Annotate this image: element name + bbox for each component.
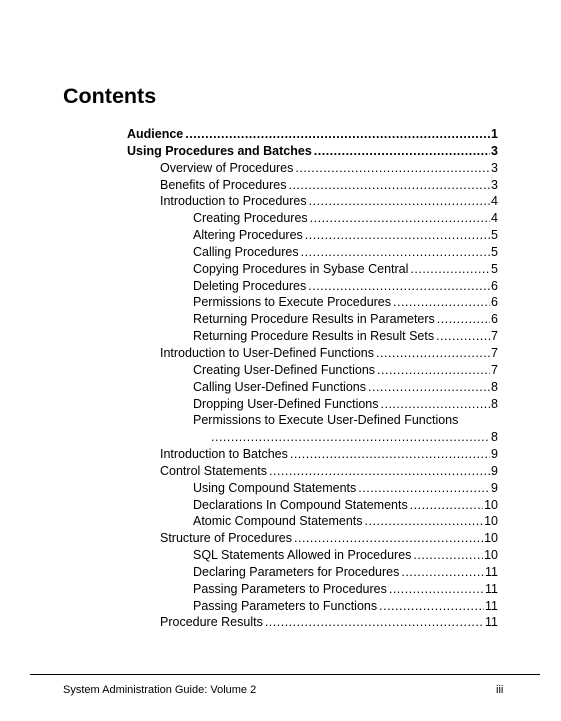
footer-book-title: System Administration Guide: Volume 2 <box>63 684 257 696</box>
toc-entry-page: 5 <box>491 228 498 243</box>
toc-entry[interactable] <box>127 463 498 480</box>
toc-entry[interactable] <box>127 614 498 631</box>
toc-entry-page: 6 <box>491 278 498 293</box>
toc-entry-label: Dropping User-Defined Functions <box>193 396 379 411</box>
toc-entry-label: Audience <box>127 127 184 141</box>
dot-leader <box>309 193 490 210</box>
toc-entry[interactable] <box>127 160 498 177</box>
toc-entry-page: 11 <box>485 581 498 596</box>
toc-entry[interactable] <box>127 362 498 379</box>
toc-entry-page: 7 <box>491 345 498 360</box>
toc-entry-page: 4 <box>491 211 498 226</box>
toc-entry-label: Permissions to Execute Procedures <box>193 295 392 310</box>
toc-entry[interactable] <box>127 294 498 311</box>
toc-entry-page: 7 <box>491 362 498 377</box>
toc-entry[interactable] <box>127 446 498 463</box>
toc-entry-label: Declaring Parameters for Procedures <box>193 564 400 579</box>
toc-entry[interactable] <box>127 412 498 429</box>
toc-entry-page: 1 <box>491 127 498 141</box>
dot-leader <box>310 210 490 227</box>
toc-entry-label: Overview of Procedures <box>160 160 294 175</box>
toc-entry[interactable] <box>127 547 498 564</box>
dot-leader <box>381 396 491 413</box>
dot-leader <box>410 497 483 514</box>
toc-entry-page: 7 <box>491 329 498 344</box>
toc-entry-page: 5 <box>491 244 498 259</box>
toc-entry-page: 10 <box>484 548 498 563</box>
dot-leader <box>379 598 484 615</box>
footer-divider <box>30 674 540 675</box>
toc-entry-label: Creating Procedures <box>193 211 308 226</box>
toc-entry-label: Using Procedures and Batches <box>127 143 312 158</box>
toc-entry-label: Benefits of Procedures <box>160 177 287 192</box>
dot-leader <box>185 126 490 143</box>
toc-entry[interactable] <box>127 396 498 413</box>
dot-leader <box>413 547 483 564</box>
dot-leader <box>410 261 490 278</box>
table-of-contents <box>127 126 498 631</box>
toc-entry-label: Passing Parameters to Procedures <box>193 581 387 596</box>
toc-entry-label: Atomic Compound Statements <box>193 514 363 529</box>
toc-entry[interactable] <box>127 564 498 581</box>
dot-leader <box>288 177 490 194</box>
toc-entry-label: Returning Procedure Results in Result Sets <box>193 329 435 344</box>
toc-entry-label: SQL Statements Allowed in Procedures <box>193 548 412 563</box>
dot-leader <box>437 311 490 328</box>
toc-entry-label: Passing Parameters to Functions <box>193 598 378 613</box>
dot-leader <box>314 143 490 160</box>
dot-leader <box>376 345 490 362</box>
toc-entry-label: Procedure Results <box>160 615 263 630</box>
toc-entry[interactable] <box>127 210 498 227</box>
dot-leader <box>294 530 483 547</box>
toc-entry-label: Control Statements <box>160 463 267 478</box>
dot-leader <box>436 328 490 345</box>
toc-entry-label: Calling User-Defined Functions <box>193 379 366 394</box>
toc-entry[interactable] <box>127 193 498 210</box>
dot-leader <box>358 480 490 497</box>
toc-entry-page: 11 <box>485 615 498 630</box>
toc-entry[interactable] <box>127 598 498 615</box>
dot-leader <box>365 513 484 530</box>
footer-page-number: iii <box>496 684 504 696</box>
toc-entry[interactable] <box>127 126 498 143</box>
toc-entry-page: 10 <box>484 497 498 512</box>
toc-entry-label: Calling Procedures <box>193 244 299 259</box>
toc-entry-page: 10 <box>484 514 498 529</box>
toc-entry[interactable] <box>127 530 498 547</box>
toc-entry[interactable] <box>127 244 498 261</box>
toc-entry-page: 9 <box>491 447 498 462</box>
toc-entry-page: 9 <box>491 480 498 495</box>
dot-leader <box>389 581 484 598</box>
dot-leader <box>269 463 490 480</box>
toc-entry-page: 8 <box>491 430 498 445</box>
dot-leader <box>401 564 484 581</box>
toc-entry-continuation[interactable] <box>127 429 498 446</box>
toc-entry[interactable] <box>127 177 498 194</box>
toc-entry-label: Permissions to Execute User-Defined Functions <box>193 413 459 428</box>
toc-entry-label: Using Compound Statements <box>193 480 357 495</box>
toc-entry-page: 6 <box>491 295 498 310</box>
toc-entry-label: Deleting Procedures <box>193 278 307 293</box>
toc-entry-label: Creating User-Defined Functions <box>193 362 376 377</box>
toc-entry-page: 11 <box>485 598 498 613</box>
dot-leader <box>393 294 490 311</box>
toc-entry-label: Introduction to Batches <box>160 447 288 462</box>
toc-entry-page: 8 <box>491 396 498 411</box>
dot-leader <box>290 446 490 463</box>
toc-entry[interactable] <box>127 513 498 530</box>
toc-entry[interactable] <box>127 480 498 497</box>
toc-entry-label: Returning Procedure Results in Parameters <box>193 312 435 327</box>
toc-entry-page: 10 <box>484 531 498 546</box>
toc-entry[interactable] <box>127 497 498 514</box>
toc-entry[interactable] <box>127 278 498 295</box>
toc-entry-page: 3 <box>491 143 498 158</box>
toc-entry-label: Introduction to Procedures <box>160 194 307 209</box>
dot-leader <box>377 362 490 379</box>
dot-leader <box>301 244 490 261</box>
toc-entry[interactable] <box>127 379 498 396</box>
dot-leader <box>211 429 490 446</box>
toc-entry-label: Declarations In Compound Statements <box>193 497 408 512</box>
toc-entry[interactable] <box>127 345 498 362</box>
dot-leader <box>265 614 484 631</box>
page-title: Contents <box>63 84 157 108</box>
toc-entry-page: 11 <box>485 564 498 579</box>
dot-leader <box>308 278 490 295</box>
toc-entry-label: Altering Procedures <box>193 228 303 243</box>
dot-leader <box>305 227 490 244</box>
toc-entry[interactable] <box>127 311 498 328</box>
toc-entry[interactable] <box>127 581 498 598</box>
toc-entry-label: Introduction to User-Defined Functions <box>160 345 374 360</box>
toc-entry-page: 9 <box>491 463 498 478</box>
dot-leader <box>295 160 490 177</box>
toc-entry-label: Copying Procedures in Sybase Central <box>193 261 409 276</box>
dot-leader <box>368 379 490 396</box>
toc-entry-page: 3 <box>491 160 498 175</box>
toc-entry[interactable] <box>127 328 498 345</box>
toc-entry-page: 3 <box>491 177 498 192</box>
toc-entry[interactable] <box>127 143 498 160</box>
toc-entry-label: Structure of Procedures <box>160 531 293 546</box>
toc-entry-page: 4 <box>491 194 498 209</box>
toc-entry[interactable] <box>127 227 498 244</box>
toc-entry-page: 5 <box>491 261 498 276</box>
toc-entry[interactable] <box>127 261 498 278</box>
toc-entry-page: 8 <box>491 379 498 394</box>
toc-entry-page: 6 <box>491 312 498 327</box>
